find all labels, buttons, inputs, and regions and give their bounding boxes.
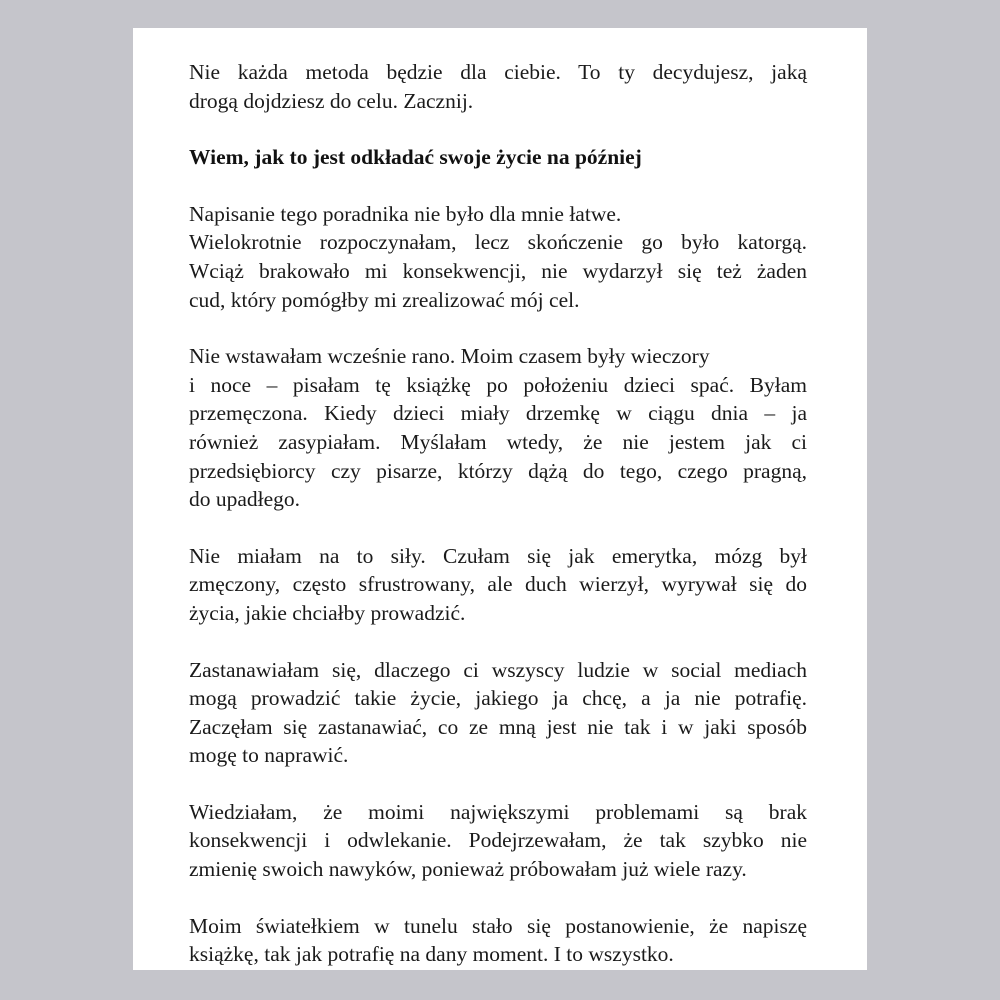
paragraph bbox=[189, 200, 807, 314]
paragraph bbox=[189, 912, 807, 969]
text-line: Wielokrotnie rozpoczynałam, lecz skończenie go było katorgą. bbox=[189, 230, 807, 255]
section-heading: Wiem, jak to jest odkładać swoje życie na później bbox=[189, 145, 642, 170]
document-page bbox=[133, 28, 867, 970]
text-line: mogę to naprawić. bbox=[189, 743, 349, 768]
text-line: cud, który pomógłby mi zrealizować mój cel. bbox=[189, 287, 580, 312]
text-line: zmęczony, często sfrustrowany, ale duch wierzył, wyrywał się do bbox=[189, 572, 807, 597]
intro-paragraph bbox=[189, 58, 807, 115]
text-line: zmienię swoich nawyków, ponieważ próbowałam już wiele razy. bbox=[189, 857, 747, 882]
text-line: Moim światełkiem w tunelu stało się postanowienie, że napiszę bbox=[189, 913, 807, 938]
text-line: Nie miałam na to siły. Czułam się jak emerytka, mózg był bbox=[189, 543, 807, 568]
text-line: Zaczęłam się zastanawiać, co ze mną jest nie tak i w jaki sposób bbox=[189, 714, 807, 739]
paragraph bbox=[189, 342, 807, 514]
paragraph bbox=[189, 542, 807, 628]
text-line: Napisanie tego poradnika nie było dla mnie łatwe. bbox=[189, 201, 622, 226]
text-line: i noce – pisałam tę książkę po położeniu dzieci spać. Byłam bbox=[189, 372, 807, 397]
text-line: również zasypiałam. Myślałam wtedy, że nie jestem jak ci bbox=[189, 429, 807, 454]
text-line: konsekwencji i odwlekanie. Podejrzewałam, że tak szybko nie bbox=[189, 828, 807, 853]
text-line: Nie wstawałam wcześnie rano. Moim czasem były wieczory bbox=[189, 344, 710, 369]
text-line: Wiedziałam, że moimi największymi problemami są brak bbox=[189, 799, 807, 824]
text-line: życia, jakie chciałby prowadzić. bbox=[189, 600, 466, 625]
text-line: Nie każda metoda będzie dla ciebie. To ty decydujesz, jaką bbox=[189, 60, 807, 84]
text-line: drogą dojdziesz do celu. Zacznij. bbox=[189, 88, 474, 113]
text-line: mogą prowadzić takie życie, jakiego ja chcę, a ja nie potrafię. bbox=[189, 686, 807, 711]
paragraph bbox=[189, 798, 807, 884]
text-line: Zastanawiałam się, dlaczego ci wszyscy ludzie w social mediach bbox=[189, 657, 807, 682]
text-line: książkę, tak jak potrafię na dany moment. I to wszystko. bbox=[189, 942, 674, 967]
text-line: Wciąż brakowało mi konsekwencji, nie wydarzył się też żaden bbox=[189, 258, 807, 283]
text-line: przedsiębiorcy czy pisarze, którzy dążą do tego, czego pragną, bbox=[189, 458, 807, 483]
paragraph bbox=[189, 656, 807, 770]
text-line: przemęczona. Kiedy dzieci miały drzemkę w ciągu dnia – ja bbox=[189, 401, 807, 426]
text-line: do upadłego. bbox=[189, 487, 301, 512]
